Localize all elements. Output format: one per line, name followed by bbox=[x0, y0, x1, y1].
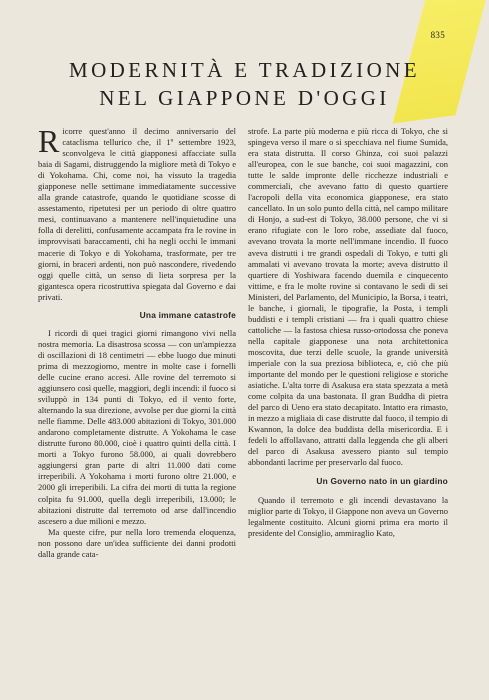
subheading: Una immane catastrofe bbox=[139, 309, 236, 320]
article-title bbox=[0, 56, 489, 112]
paragraph: Ma queste cifre, pur nella loro tremenda eloquenza, non possono dare un'idea sufficiente dei danni prodotti dalla grande cata- bbox=[38, 526, 236, 559]
page-number: 835 bbox=[430, 30, 445, 40]
paragraph bbox=[38, 123, 236, 303]
paragraph: Quando il terremoto e gli incendi devastavano la miglior parte di Tokyo, il Giappone non aveva un Governo legalmente costituito. Alcuni giorni prima era morto il presidente del Consiglio, ammiraglio Kato, bbox=[248, 494, 448, 538]
left-column bbox=[38, 123, 236, 560]
paragraph: I ricordi di quei tragici giorni rimangono vivi nella nostra memoria. La disastrosa scossa — con un'ampiezza di oscillazioni di 18 centimetri — ebbe luogo due minuti prima di mezzogiorno, mentre in molte case i fornelli delle cucine erano accesi. Alle rovine del terremoto si aggiunsero così quelle, maggiori, degli incendi: il fuoco si sviluppò in 134 punti di Tokyo, ed il vento forte, alternando la sua direzione, avvolse per due giorni la città nelle fiamme. Delle 483.000 abitazioni di Tokyo, 301.000 andarono completamente distrutte. A Yokohama le case distrutte furono 80.000, cioè i quattro quinti della città. I morti a Tokyo furono 58.000, ai quali dovrebbero aggiungersi gran parte di altri 11.000 dati come irreperibili. A Yokohama i morti furono oltre 21.000, e 2000 gli irreperibili. La cifra dei morti di tutta la regione colpita fu 91.000, quella degli irreperibili, 13.000; le abitazioni distrutte dal terremoto od arse dall'incendio ascesero a due milioni e mezzo. bbox=[38, 327, 236, 526]
right-column bbox=[248, 126, 448, 539]
title-line-1: MODERNITÀ E TRADIZIONE bbox=[69, 58, 420, 82]
title-line-2: NEL GIAPPONE D'OGGI bbox=[99, 86, 390, 110]
subheading: Un Governo nato in un giardino bbox=[316, 476, 448, 487]
paragraph: strofe. La parte più moderna e più ricca di Tokyo, che si spingeva verso il mare o si specchiava nel fiume Sumida, era stata distrutta. Il corso Ghinza, coi suoi palazzi all'europea, con le sue banche, coi suoi magazzini, con tutte le salde impronte delle ricchezze industriali e commerciali, che avevano fatto di questo quartiere l'acropoli della vita economica giapponese, era stato cancellato. In un solo punto della città, nel campo militare di Honjo, a sud-est di Tokyo, 38.000 persone, che vi si erano rifugiate con le loro robe, assediate dal fuoco, avevano trovata la morte nell'immane incendio. Il fuoco aveva distrutti i tre grandi ospedali di Tokyo, e tutti gli ammalati vi avevano trovata la morte; aveva distrutto il quartiere di Yoshiwara facendo duemila e cinquecento vittime, e fra le molte rovine si contavano le sedi di sei Ministeri, del Parlamento, del Municipio, la Borsa, i teatri, le banche, i giornali, le tipografie, la Posta, i templi buddisti e i templi cristiani — fra i quali quattro chiese cattoliche — la fastosa chiesa russo-ortodossa che poneva nella capitale giapponese una nota architettonica moscovita, due terzi delle scuole, la grande università imperiale con la sua preziosa biblioteca, e, ciò che più importante del mondo per le questioni religiose e storiche asiatiche. L'alta torre di Asakusa era stata spezzata a metà come colpita da una bastonata. Il gran Buddha di pietra del parco di Ueno era stato decapitato. Intatto era rimasto, in mezzo a migliaia di case distrutte dal fuoco, il tempio di Kwannon, la dolce dea buddista della misericordia. E i fedeli lo affollavano, attratti dalla leggenda che gli alberi del parco di Asakusa avessero pianto sul tempio abbondanti lacrime per preservarlo dal fuoco. bbox=[248, 126, 448, 468]
drop-cap: R bbox=[38, 123, 60, 159]
paragraph-text: icorre quest'anno il decimo anniversario del cataclisma tellurico che, il 1º settembre 1923, sconvolgeva le città giapponesi affacciate sulla baia di Sagami, distruggendo la migliore metà di Tokyo e di Yokohama. Chi, come noi, ha vissuto la tragedia giapponese nelle settimane immediatamente successive alla grande catastrofe, quando le quotidiane scosse di assestamento, ripetutesi per un periodo di oltre quattro mesi, continuavano a mantenere nell'inquietudine una folla di derelitti, confusamente accampata fra le rovine in improvvisati baraccamenti, chi ha negli occhi le immani macerie di Tokyo e di Yokohama, trasformate, per tre giorni, in braceri ardenti, non può nascondere, rivedendo oggi quelle città, un senso di lieta sorpresa per la gigantesca opera ricostruttiva spiegata dal Governo e dai privati. bbox=[38, 126, 236, 302]
